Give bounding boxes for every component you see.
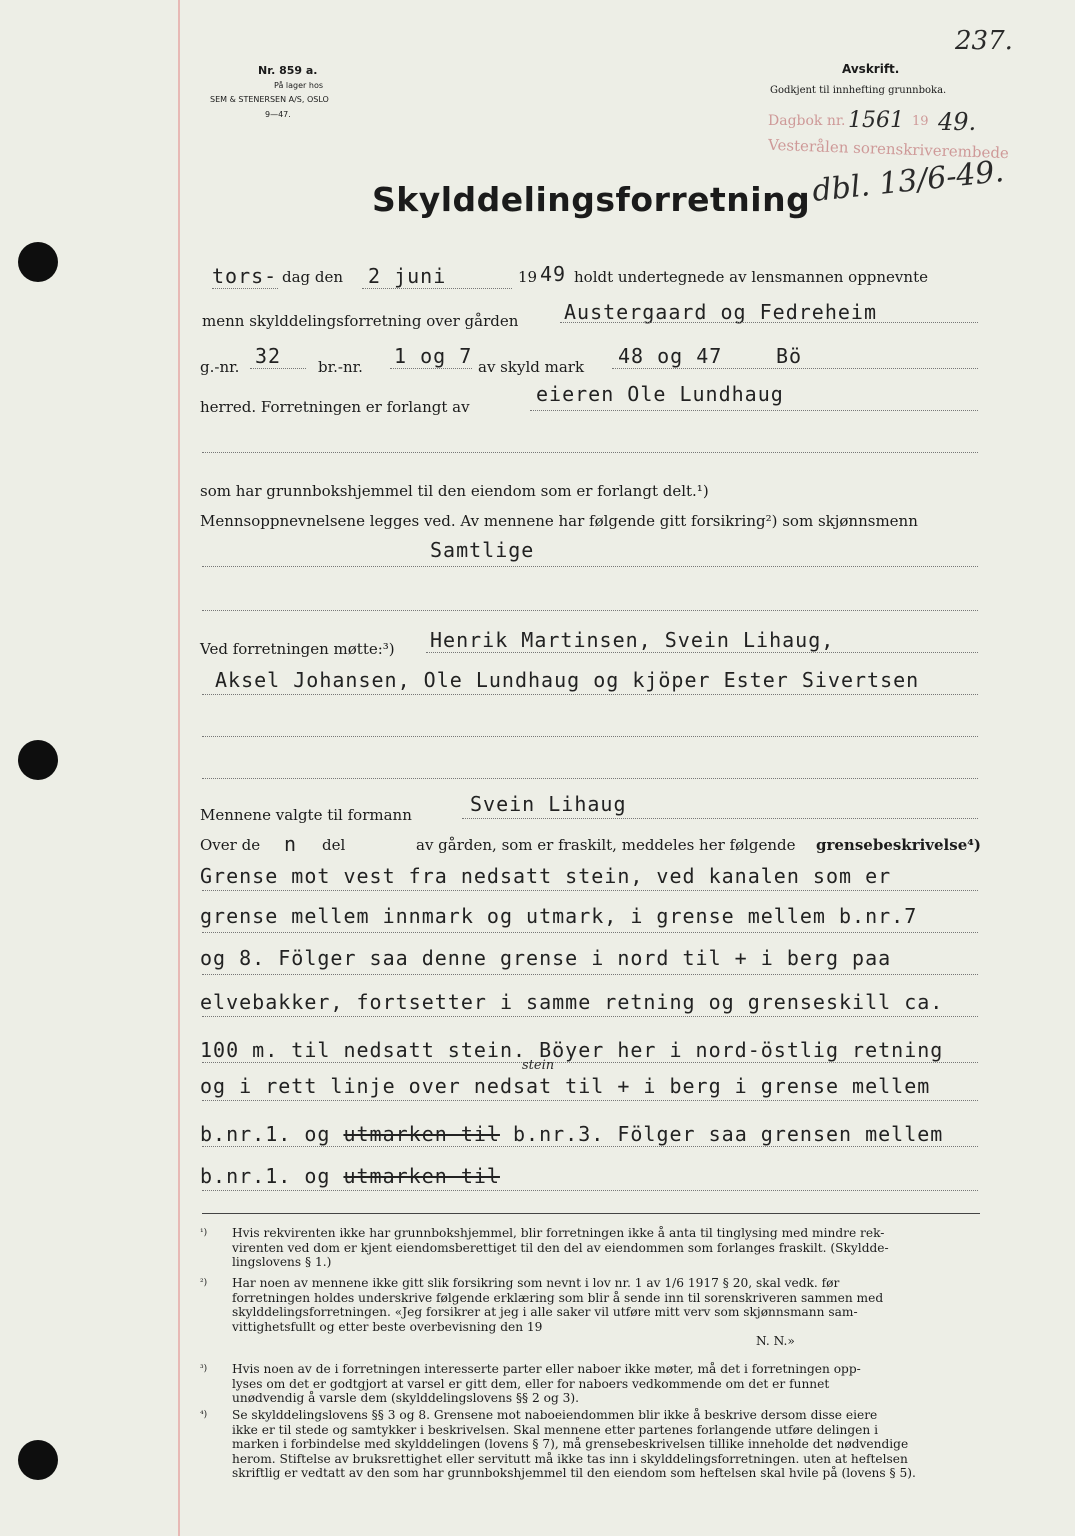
gnr-label: g.-nr. (200, 358, 240, 376)
stamp-dagbok-label: Dagbok nr. (768, 113, 846, 129)
stamp-year-prefix: 19 (912, 114, 929, 129)
avskrift-approved: Godkjent til innhefting grunnboka. (770, 85, 947, 96)
footnote-1: ¹) Hvis rekvirenten ikke har grunnbokshjemmel, blir forretningen ikke å anta til tinglysing med mindre rek- virenten ved dom er kjent eiendomsberettiget til den del av eiendommen som forlanges fraskilt. (Skyldde- lingslovens § 1.) (200, 1226, 889, 1269)
dag-den-label: dag den (282, 268, 344, 286)
stamp-year: 49. (938, 108, 977, 136)
meeting-date: 2 juni (368, 264, 447, 288)
document-title: Skylddelingsforretning (372, 180, 811, 219)
line5-text: som har grunnbokshjemmel til den eiendom som er forlangt delt.¹) (200, 482, 709, 500)
skyld-value: 48 og 47 (618, 344, 723, 368)
border-line-3: og 8. Fölger saa denne grense i nord til + i berg paa (200, 946, 892, 970)
footnote-signature: N. N.» (756, 1334, 795, 1348)
attendance-label: Ved forretningen møtte:³) (200, 640, 395, 658)
border-line-4: elvebakker, fortsetter i samme retning og grenseskill ca. (200, 990, 944, 1014)
footnote-2: ²) Har noen av mennene ikke gitt slik forsikring som nevnt i lov nr. 1 av 1/6 1917 § 20, skal vedk. før forretningen holdes underskrive følgende erklæring som blir å sende inn til sorenskriveren sammen med skylddelingsforretningen. «Jeg forsikrer at jeg i alle saker vil utføre mitt verv som skjønnsmann sam- vittighetsfullt og etter beste overbevisning den 19 N. N.» (200, 1276, 990, 1349)
inserted-word-stein: stein (522, 1058, 555, 1073)
over-de-label: Over de (200, 836, 261, 854)
meeting-year: 49 (540, 262, 567, 286)
chairman-name: Svein Lihaug (470, 792, 627, 816)
punch-hole-middle (18, 740, 58, 780)
footnote-4: ⁴) Se skylddelingslovens §§ 3 og 8. Grensene mot naboeiendommen blir ikke å beskrive dersom disse eiere ikke er til stede og samtykker i beskrivelsen. Skal mennene etter partenes forlangende utføre delingen i marken i forbindelse med skylddelingen (lovens § 7), må grensebeskrivelsen tillike inneholde det nødvendige herom. Stiftelse av bruksrettighet eller servitutt må ikke tas inn i skylddelingsforretningen. uten at heftelsen skriftlig er vedtatt av den som har grunnbokshjemmel til den eiendom som heftelsen skal hvile på (lovens § 5). (200, 1408, 916, 1480)
struck-text: utmarken til (343, 1164, 500, 1188)
border-line-7: b.nr.1. og utmarken til b.nr.3. Fölger saa grensen mellem (200, 1122, 944, 1146)
form-stocked-at: På lager hos (274, 81, 323, 90)
border-intro-text: av gården, som er fraskilt, meddeles her følgende (416, 836, 796, 854)
punch-hole-bottom (18, 1440, 58, 1480)
struck-text: utmarken til (343, 1122, 500, 1146)
border-line-5: 100 m. til nedsatt stein. Böyer her i nord-östlig retning (200, 1038, 944, 1062)
requester: eieren Ole Lundhaug (536, 382, 784, 406)
footnote-3: ³) Hvis noen av de i forretningen interesserte parter eller naboer ikke møter, må det i forretningen opp- lyses om det er godtgjort at varsel er gitt dem, eller for naboers vedkommende om det er funnet unødvendig å varsle dem (skylddelingslovens §§ 2 og 3). (200, 1362, 861, 1405)
stamp-dagbok-number: 1561 (848, 108, 904, 133)
handwritten-annotation: dbl. 13/6-49. (810, 154, 1006, 209)
year-prefix: 19 (518, 268, 538, 286)
line1-text: holdt undertegnede av lensmannen oppnevnte (574, 268, 928, 286)
form-number: Nr. 859 a. (258, 64, 318, 77)
line2-label: menn skylddelingsforretning over gården (202, 312, 519, 330)
border-line-1: Grense mot vest fra nedsatt stein, ved kanalen som er (200, 864, 892, 888)
gnr-value: 32 (255, 344, 282, 368)
line6-text: Mennsoppnevnelsene legges ved. Av mennene har følgende gitt forsikring²) som skjønnsmenn (200, 512, 918, 530)
attendance-line1: Henrik Martinsen, Svein Lihaug, (430, 628, 835, 652)
margin-line (178, 0, 180, 1536)
del-label: del (322, 836, 346, 854)
border-line-2: grense mellem innmark og utmark, i grense mellem b.nr.7 (200, 904, 918, 928)
chairman-label: Mennene valgte til formann (200, 806, 412, 824)
grensebeskrivelse-label: grensebeskrivelse⁴) (816, 836, 981, 854)
border-line-6: og i rett linje over nedsat til + i berg i grense mellem (200, 1074, 931, 1098)
farm-name: Austergaard og Fedreheim (564, 300, 877, 324)
page-number: 237. (955, 26, 1013, 56)
avskrift-title: Avskrift. (842, 62, 900, 76)
samtlige: Samtlige (430, 538, 535, 562)
punch-hole-top (18, 242, 58, 282)
stamp-office: Vesterålen sorenskriverembede (767, 135, 1010, 163)
fraction-n: n (284, 832, 298, 856)
form-publisher: SEM & STENERSEN A/S, OSLO (210, 95, 329, 104)
attendance-line2: Aksel Johansen, Ole Lundhaug og kjöper Ester Sivertsen (215, 668, 920, 692)
bnr-value: 1 og 7 (394, 344, 473, 368)
line4-label: herred. Forretningen er forlangt av (200, 398, 470, 416)
weekday-prefix: tors- (212, 264, 278, 288)
form-print-date: 9—47. (265, 110, 291, 119)
border-line-8: b.nr.1. og utmarken til (200, 1164, 500, 1188)
skyld-label: av skyld mark (478, 358, 585, 376)
bnr-label: br.-nr. (318, 358, 363, 376)
herred-name: Bö (776, 344, 803, 368)
footnote-rule (202, 1213, 980, 1214)
